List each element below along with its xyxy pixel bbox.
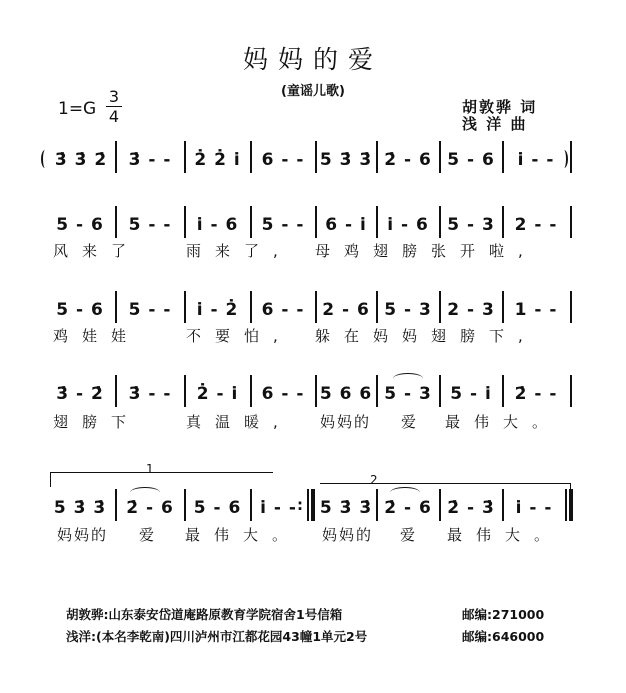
measure: 5 - 6	[447, 150, 495, 170]
measure: 5 - -	[128, 215, 172, 235]
lyricist-credit: 胡敦骅 词	[462, 98, 538, 116]
measure: 6 - -	[261, 384, 305, 404]
time-signature-bottom: 4	[108, 107, 120, 126]
notation-row	[45, 297, 575, 323]
song-title: 妈妈的爱	[242, 45, 383, 74]
composer-credit: 浅 洋 曲	[462, 115, 528, 133]
measure: 5 - 3	[447, 215, 495, 235]
notation-row	[45, 495, 575, 521]
composer-address: 浅洋:(本名李乾南)四川泸州市江都花园43幢1单元2号	[66, 629, 368, 644]
repeat-dots: :	[297, 496, 303, 514]
lyric-phrase: 爱	[139, 526, 169, 544]
lyric-phrase: 妈妈的	[322, 526, 374, 544]
measure: i̇ - 6	[387, 215, 429, 235]
measure: 3̇ - 2̇	[56, 384, 104, 404]
measure: 5 - -	[261, 215, 305, 235]
barline	[570, 206, 572, 238]
barline	[565, 489, 567, 521]
measure: 2 - 6	[322, 300, 370, 320]
final-barline	[569, 489, 573, 521]
lyric-phrase: 妈妈的	[57, 526, 109, 544]
measure: 2̇ - 3̇	[447, 498, 495, 518]
measure: 2̇ - -	[514, 384, 558, 404]
measure: 6 - -	[261, 300, 305, 320]
measure: 2̇ - 6	[384, 150, 432, 170]
lyric-phrase: 母鸡翅膀张开啦,	[315, 242, 537, 260]
measure: 2̇ 2̇ i̇	[194, 150, 241, 170]
time-signature-top: 3	[108, 87, 120, 106]
barline	[570, 291, 572, 323]
lyric-phrase: 最伟大。	[185, 526, 302, 544]
measure: 6 - i̇	[325, 215, 367, 235]
lyric-phrase: 风来了	[53, 242, 141, 260]
lyric-phrase: 躲在妈妈翅膀下,	[315, 327, 537, 345]
notation-row	[45, 381, 575, 407]
measure: 2 - 3	[447, 300, 495, 320]
lyricist-postal-code: 邮编:271000	[462, 607, 545, 622]
measure: 6 - -	[261, 150, 305, 170]
measure: i̇ - -	[503, 147, 569, 173]
notation-row	[45, 212, 575, 238]
composer-postal-code: 邮编:646000	[462, 629, 545, 644]
lyric-phrase: 鸡娃娃	[53, 327, 141, 345]
lyrics-row	[45, 524, 575, 544]
measure: 5 - -	[128, 300, 172, 320]
measure: 5 3̇ 3̇	[319, 498, 373, 518]
lyric-phrase: 真温暖,	[186, 413, 292, 431]
measure: 2 - -	[514, 215, 558, 235]
lyric-phrase: 妈妈的	[320, 413, 372, 431]
lyric-phrase: 爱	[401, 413, 431, 431]
measure: i̇ - 6	[196, 215, 239, 235]
measure: 3̇ 3̇ 2̇	[47, 147, 115, 173]
measure: 1 - -	[514, 300, 558, 320]
notation-row	[45, 147, 575, 173]
barline	[570, 375, 572, 407]
volta-bracket-second: 2	[320, 483, 571, 498]
lyric-phrase: 翅膀下	[53, 413, 141, 431]
measure: i̇ - -	[515, 498, 553, 518]
measure: 2̇ - 6	[126, 498, 174, 518]
end-repeat-barline	[311, 489, 315, 521]
measure: 5 - i̇	[450, 384, 492, 404]
lyric-phrase: 最伟大。	[447, 526, 564, 544]
lyrics-row	[45, 411, 575, 431]
lyric-phrase: 不要怕,	[186, 327, 292, 345]
lyric-phrase: 雨来了,	[186, 242, 292, 260]
measure: i̇ - -	[260, 498, 297, 518]
measure: 5 - 6	[56, 215, 104, 235]
lyrics-row	[45, 240, 575, 260]
lyrics-row	[45, 325, 575, 345]
measure: 3̇ - -	[128, 150, 172, 170]
measure: 5 - 3	[384, 300, 432, 320]
volta-bracket-first: 1	[50, 472, 273, 487]
measure: 2̇ - 6	[384, 498, 432, 518]
measure: 5 6 6	[319, 384, 373, 404]
song-subtitle: (童谣儿歌)	[281, 84, 345, 99]
key-signature: 1=G	[58, 99, 97, 119]
barline	[570, 141, 572, 173]
measure: 3̇ - -	[128, 384, 172, 404]
measure: 5 3̇ 3̇	[319, 150, 373, 170]
barline	[307, 489, 309, 521]
lyric-phrase: 爱	[400, 526, 430, 544]
measure: 5 - 6	[56, 300, 104, 320]
measure: 2̇ - i̇	[196, 384, 239, 404]
measure: 5 - 6	[193, 498, 242, 518]
measure: i̇ - 2̇	[196, 300, 239, 320]
lyricist-address: 胡敦骅:山东泰安岱道庵路原教育学院宿舍1号信箱	[66, 607, 343, 622]
time-signature	[106, 88, 122, 125]
measure: 5 - 3	[384, 384, 432, 404]
measure: 5 3̇ 3̇	[53, 498, 107, 518]
lyric-phrase: 最伟大。	[445, 413, 562, 431]
